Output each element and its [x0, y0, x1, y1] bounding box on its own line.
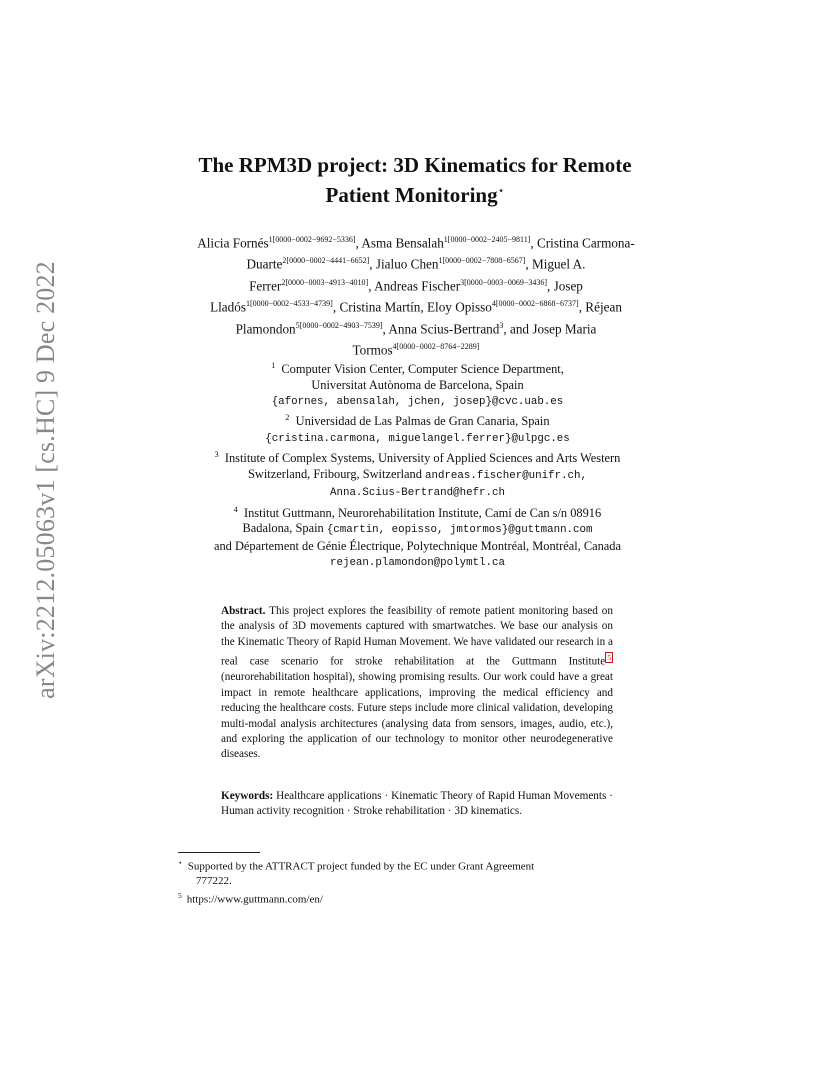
footnote-url: $^5$ https://www.guttmann.com/en/	[178, 890, 323, 906]
orcid-link[interactable]: [0000−0002−7808−6567]	[442, 256, 526, 266]
orcid-link[interactable]: [0000−0002−4903−7539]	[299, 320, 383, 330]
footnote-funding: ⋆ Supported by the ATTRACT project funded by the EC under Grant Agreement	[178, 858, 535, 873]
keywords	[221, 789, 613, 820]
orcid-link[interactable]: [0000−0003−4913−4010]	[285, 277, 369, 287]
author-name: Alicia Fornés	[197, 235, 269, 251]
author-name: Anna Scius-Bertrand	[388, 320, 500, 336]
abstract-text: This project explores the feasibility of remote patient monitoring based on the analysis of 3D movements captured with smartwatches. We base our analysis on the Kinematic Theory of Rapid Human Movement. We have validated our research in a real case scenario for stroke rehabilitation at the Guttmann Institute	[221, 605, 613, 668]
email-address[interactable]: {cristina.carmona, miguelangel.ferrer}@ulpgc.es	[265, 432, 570, 445]
orcid-link[interactable]: [0000−0002−4441−6652]	[286, 256, 370, 266]
author-list: Alicia Fornés$^{1[0000-0002-9692-5336]}$, Asma Bensalah$^{1[0000-0002-2405-9811]}$, Cristina Carmona-Duarte$^{2[0000-0002-4441-6652]}$, Jialuo Chen$^{1[0000-0002-7808-6567]}$, Miguel A. Ferrer$^{2[0000-0003-4913-4010]}$, Andreas Fischer$^{3[0000-0003-0069-3436]}$, Josep Lladós$^{1[0000-0002-4533-4739]}$, Cristina Martín, Eloy Opisso$^{4[0000-0002-6868-6737]}$, Réjean Plamondon$^{5[0000-0002-4903-7539]}$, Anna Scius-Bertrand$^3$, and Josep Maria Tormos$^{4[0000-0002-8764-2289]}$	[197, 235, 635, 358]
keywords-label: Keywords:	[221, 790, 274, 802]
orcid-link[interactable]: [0000−0002−4533−4739]	[249, 299, 333, 309]
arxiv-identifier: arXiv:2212.05063v1 [cs.HC] 9 Dec 2022	[31, 261, 60, 699]
footnotes: ⋆ Supported by the ATTRACT project funded by the EC under Grant Agreement 777222. $^5$ https://www.guttmann.com/en/	[178, 856, 652, 907]
email-address[interactable]: {afornes, abensalah, jchen, josep}@cvc.uab.es	[271, 395, 564, 408]
author-name: Réjean Plamondon	[235, 299, 622, 336]
abstract-text-continued: (neurorehabilitation hospital), showing promising results. Our work could have a great impact in remote healthcare applications, improving the medical efficiency and reducing the healthcare costs. Future steps include more clinical validation, developing multi-modal analysis architectures (analysing data from sensors, images, audio, etc.), and exploring the application of our technology to monitor other neurodegenerative diseases.	[221, 671, 613, 761]
author-name: Josep Maria Tormos	[352, 320, 597, 358]
email-address[interactable]: rejean.plamondon@polymtl.ca	[330, 556, 505, 569]
keywords-text: Healthcare applications · Kinematic Theory of Rapid Human Movements · Human activity recognition · Stroke rehabilitation · 3D kinematics.	[221, 790, 614, 818]
affiliations: $^1$ Computer Vision Center, Computer Science Department, Universitat Autònoma de Barcelona, Spain {afornes, abensalah, jchen, josep}@cvc.uab.es $^2$ Universidad de Las Palmas de Gran Canaria, Spain {cristina.carmona, miguelangel.ferrer}@ulpgc.es $^3$ Institute of Complex Systems, University of Applied Sciences and Arts Western Switzerland, Fribourg, Switzerland andreas.fischer@unifr.ch, Anna.Scius-Bertrand@hefr.ch $^4$ Institut Guttmann, Neurorehabilitation Institute, Camí de Can s/n 08916 Badalona, Spain {cmartin, eopisso, jmtormos}@guttmann.com and Département de Génie Électrique, Polytechnique Montréal, Montréal, Canada rejean.plamondon@polymtl.ca	[213, 361, 622, 569]
author-name: Cristina Martín	[339, 299, 421, 315]
orcid-link[interactable]: [0000−0003−0069−3436]	[464, 277, 547, 287]
author-name: Eloy Opisso	[426, 299, 492, 315]
title-footnote-mark[interactable]: ⋆	[497, 185, 505, 197]
abstract-label: Abstract.	[221, 605, 266, 617]
guttmann-link[interactable]: https://www.guttmann.com/en/	[186, 893, 323, 906]
orcid-link[interactable]: [0000−0002−9692−5336]	[272, 235, 356, 244]
email-address[interactable]: Anna.Scius-Bertrand@hefr.ch	[330, 487, 505, 500]
email-address[interactable]: andreas.fischer@unifr.ch,	[425, 469, 587, 482]
footnote-link[interactable]: 5	[607, 653, 611, 663]
author-name: Miguel A. Ferrer	[249, 256, 586, 294]
orcid-link[interactable]: [0000−0002−2405−9811]	[447, 235, 531, 244]
author-name: Andreas Fischer	[374, 278, 461, 294]
email-address[interactable]: {cmartin, eopisso, jmtormos}@guttmann.com	[326, 524, 593, 537]
paper-title	[150, 152, 680, 208]
orcid-link[interactable]: [0000−0002−8764−2289]	[396, 341, 480, 351]
author-name: Cristina Carmona-Duarte	[246, 235, 635, 272]
author-name: Asma Bensalah	[361, 235, 444, 251]
footnote-divider	[178, 852, 260, 853]
title-line-2: Patient Monitoring	[325, 183, 498, 207]
title-line-1: The RPM3D project: 3D Kinematics for Remote	[198, 153, 632, 177]
orcid-link[interactable]: [0000−0002−6868−6737]	[495, 299, 579, 309]
author-name: Jialuo Chen	[375, 256, 439, 272]
abstract	[221, 604, 613, 763]
author-name: Josep Lladós	[210, 278, 583, 315]
